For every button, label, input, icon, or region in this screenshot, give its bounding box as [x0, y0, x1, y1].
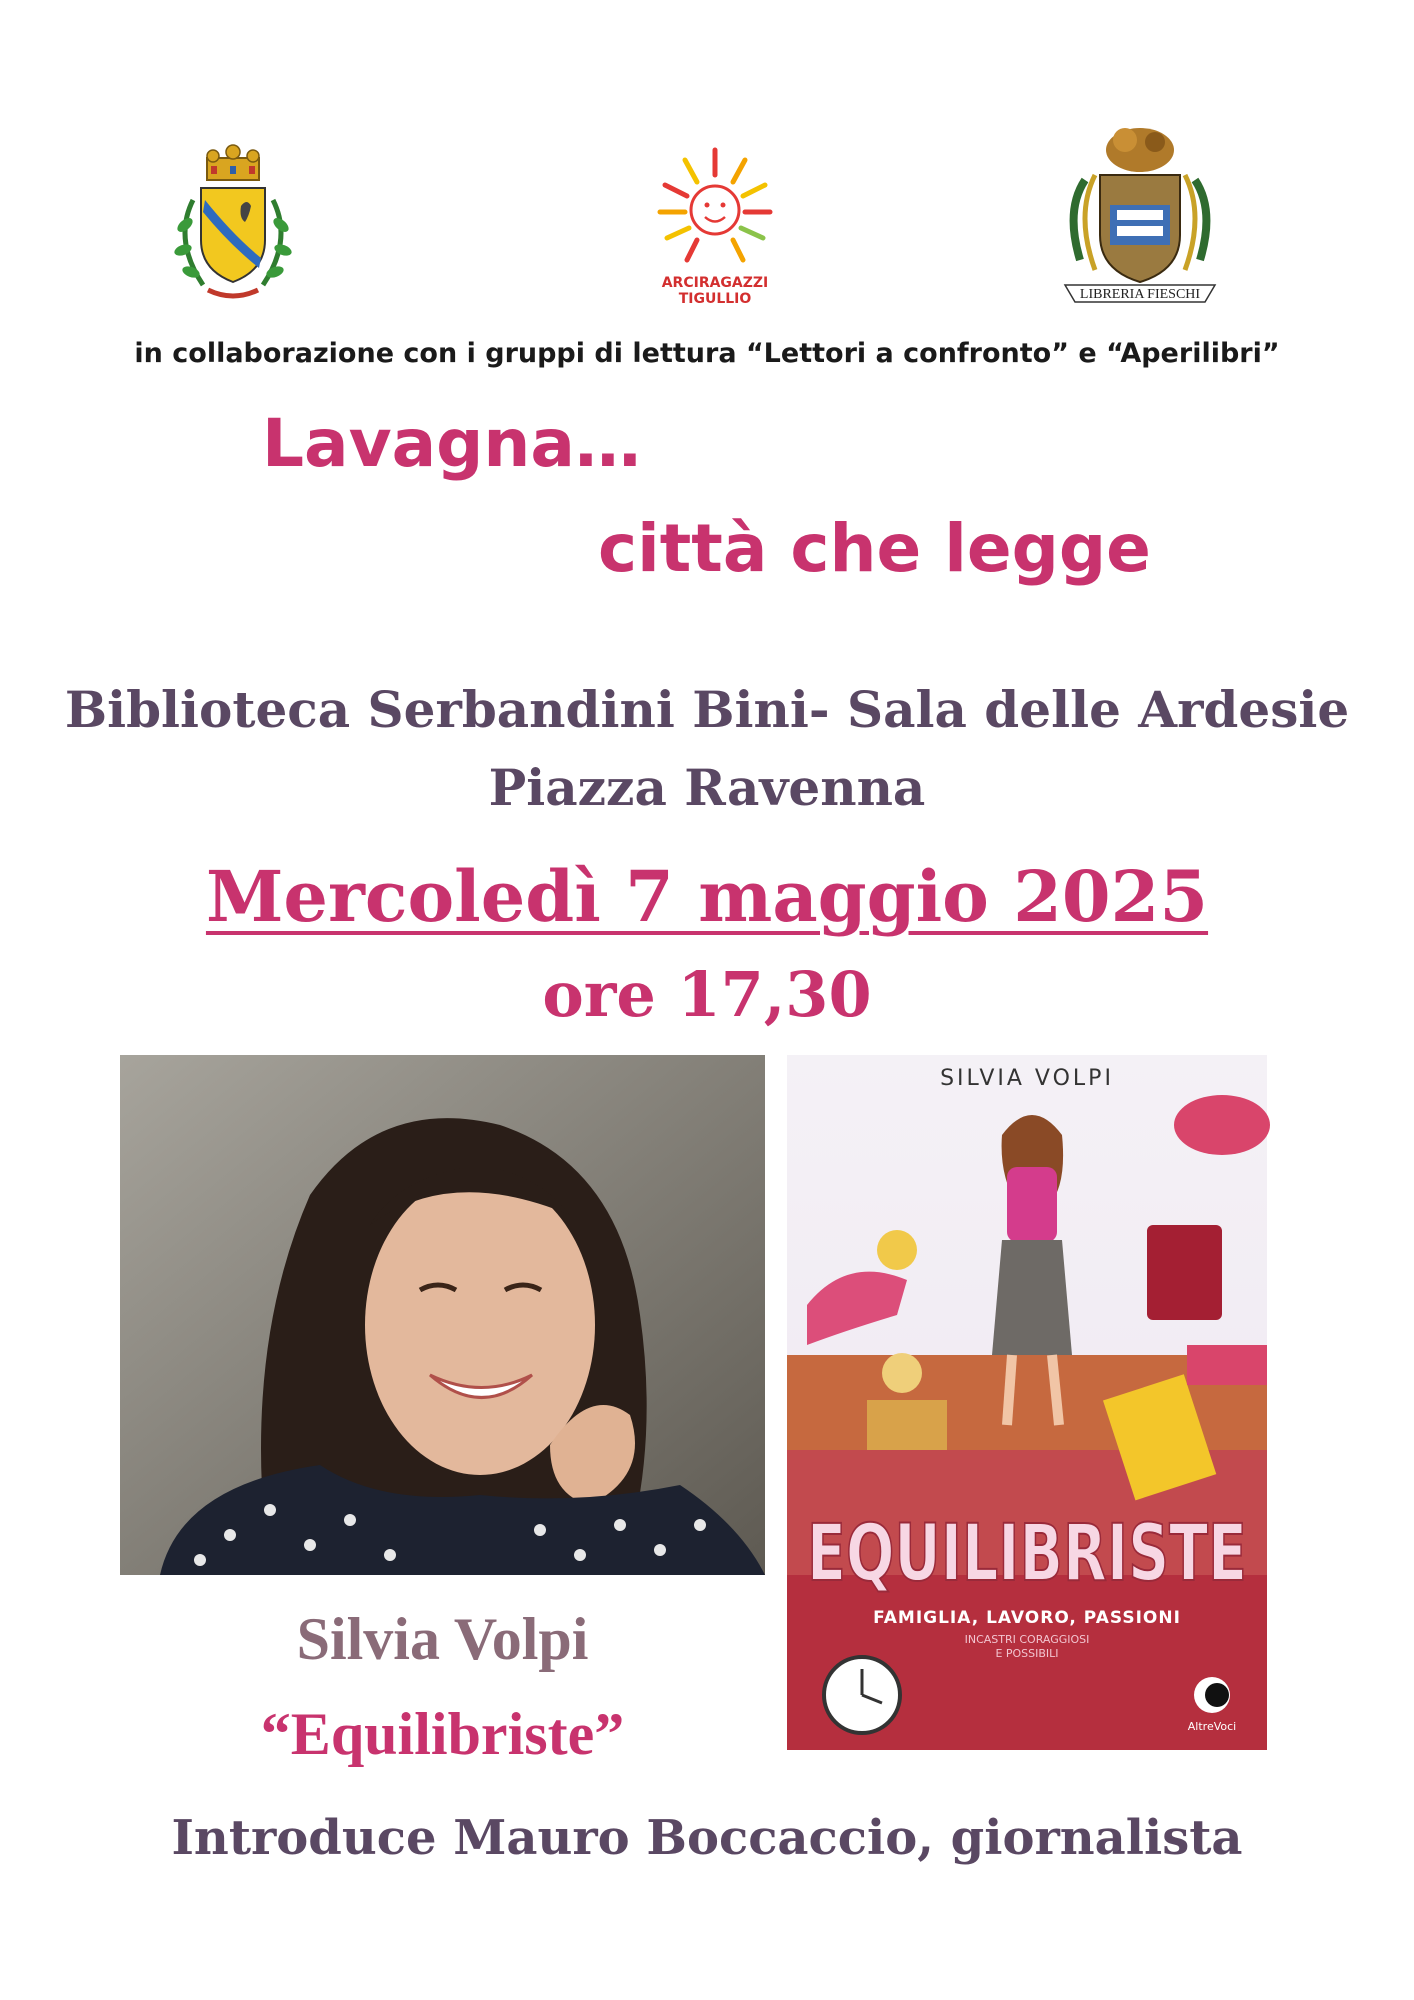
arciragazzi-label-2: TIGULLIO	[678, 291, 752, 307]
arciragazzi-label-1: ARCIRAGAZZI	[661, 275, 769, 291]
cover-author: SILVIA VOLPI	[940, 1066, 1114, 1091]
event-date-text: Mercoledì 7 maggio 2025	[205, 855, 1209, 938]
book-cover	[787, 1055, 1267, 1750]
collaboration-note: in collaborazione con i gruppi di lettura “Lettori a confronto” e “Aperilibri”	[134, 338, 1280, 369]
arciragazzi-sun-logo	[645, 130, 785, 310]
headline-line-1: Lavagna…	[262, 405, 641, 482]
cover-tagline-1: INCASTRI CORAGGIOSI	[964, 1633, 1090, 1646]
cover-publisher: AltreVoci	[1187, 1720, 1237, 1733]
venue-line-1: Biblioteca Serbandini Bini- Sala delle Ardesie	[64, 680, 1350, 739]
municipal-crest-logo	[163, 140, 303, 310]
cover-subtitle: FAMIGLIA, LAVORO, PASSIONI	[873, 1608, 1181, 1628]
headline-line-2: città che legge	[598, 510, 1151, 587]
author-name: Silvia Volpi	[296, 1606, 589, 1672]
cover-tagline-2: E POSSIBILI	[995, 1647, 1059, 1660]
event-date	[0, 855, 1414, 938]
venue-line-2: Piazza Ravenna	[488, 758, 926, 817]
cover-title: EQUILIBRISTE	[807, 1509, 1247, 1599]
introduction-line: Introduce Mauro Boccaccio, giornalista	[171, 1810, 1243, 1866]
book-title: “Equilibriste”	[260, 1701, 625, 1767]
libreria-fieschi-logo	[1055, 120, 1225, 310]
author-portrait-photo	[120, 1055, 765, 1575]
libreria-label: LIBRERIA FIESCHI	[1079, 287, 1201, 302]
event-time: ore 17,30	[542, 958, 872, 1031]
